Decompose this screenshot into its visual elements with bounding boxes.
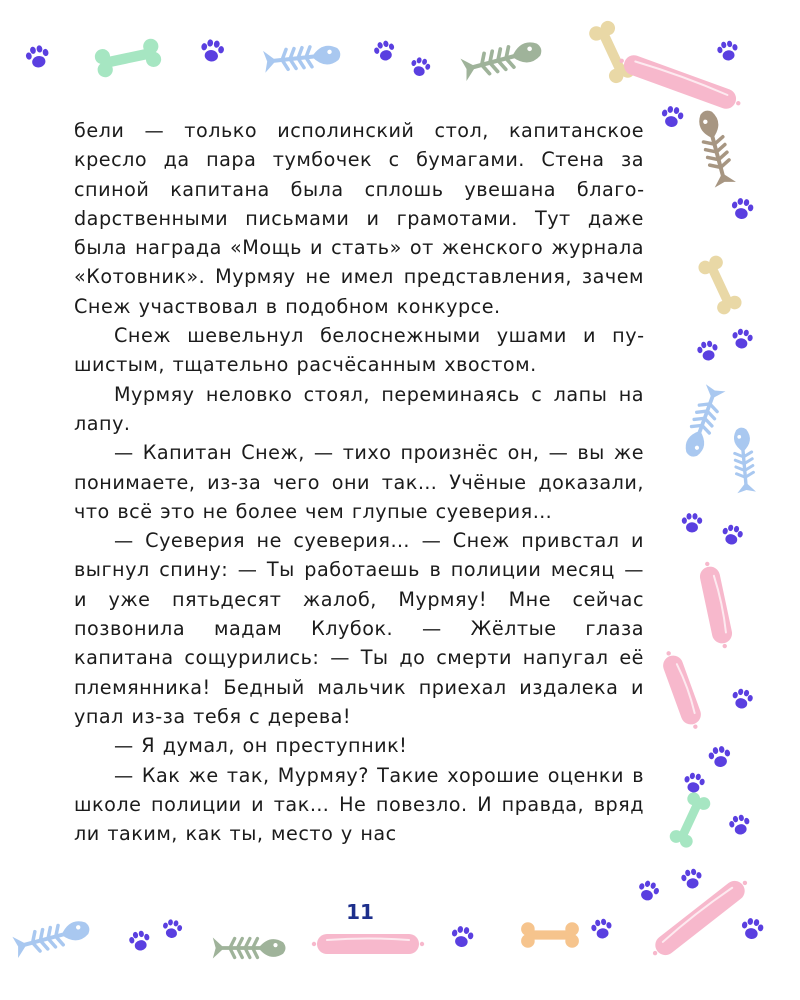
- paragraph: бели — только исполинский стол, капитанское кресло да пара тумбочек с бумагами. Стена за спиной капитана была сплошь увешана благоdарственными письмами и грамотами. Тут даже была награда «Мощь и стать» от женского журнала «Котовник». Мурмяу не имел представления, зачем Снеж участвовал в подобном конкурсе.: [74, 119, 644, 318]
- paw-icon: [682, 513, 702, 532]
- fish-skeleton-icon: [695, 108, 736, 188]
- paw-icon: [680, 868, 703, 891]
- paragraph: Снеж шевельнул белоснежными ушами и пушистым, тщательно расчёсанным хвостом.: [74, 324, 644, 377]
- paragraph: Мурмяу неловко стоял, переминаясь с лапы на лапу.: [74, 382, 644, 435]
- paw-icon: [740, 917, 765, 941]
- fish-skeleton-icon: [732, 427, 756, 493]
- paw-icon: [730, 197, 755, 221]
- paw-icon: [24, 44, 51, 70]
- body-text: [74, 116, 644, 848]
- paragraph: — Как же так, Мурмяу? Такие хорошие оценки в школе полиции и так… Не повезло. И правда, вряд ли таким, как ты, место у нас: [74, 763, 644, 846]
- bone-icon: [668, 790, 713, 849]
- page-number: 11: [346, 900, 374, 924]
- sausage-icon: [312, 934, 424, 954]
- paw-icon: [372, 39, 397, 63]
- fish-skeleton-icon: [213, 938, 286, 959]
- paw-icon: [660, 105, 685, 129]
- paw-icon: [720, 523, 744, 546]
- paw-icon: [696, 340, 719, 363]
- sausage-icon: [659, 648, 706, 732]
- fish-skeleton-icon: [460, 38, 544, 81]
- paw-icon: [730, 328, 753, 351]
- fish-skeleton-icon: [681, 384, 725, 459]
- paragraph: — Суеверия не суеверия… — Снеж привстал и выгнул спину: — Ты работаешь в полиции месяц — и уже пятьдесят жалоб, Мурмяу! Мне сейчас позвонила мадам Клубок. — Жёлтые глаза капитана сощурились: — Ты до смерти напугал её племянника! Бедный мальчик приехал издалека и упал из-за тебя с дерева!: [74, 529, 644, 728]
- bone-icon: [587, 19, 637, 86]
- sausage-icon: [697, 560, 735, 651]
- paragraph: — Капитан Снеж, — тихо произнёс он, — вы же понимаете, из-за чего они так… Учёные доказали, что всё это не более чем глупые суеверия…: [74, 441, 644, 523]
- paw-icon: [707, 745, 732, 769]
- paw-icon: [199, 38, 225, 63]
- bone-icon: [521, 922, 579, 948]
- bone-icon: [696, 253, 744, 316]
- sausage-icon: [616, 51, 743, 114]
- paw-icon: [730, 687, 754, 710]
- paw-icon: [716, 40, 739, 63]
- paragraph: — Я думал, он преступник!: [114, 734, 408, 758]
- paw-icon: [409, 56, 432, 79]
- bone-icon: [93, 37, 162, 78]
- fish-skeleton-icon: [263, 43, 341, 73]
- paw-icon: [728, 813, 752, 836]
- paw-icon: [450, 925, 475, 949]
- paw-icon: [128, 929, 152, 952]
- paw-icon: [682, 772, 705, 795]
